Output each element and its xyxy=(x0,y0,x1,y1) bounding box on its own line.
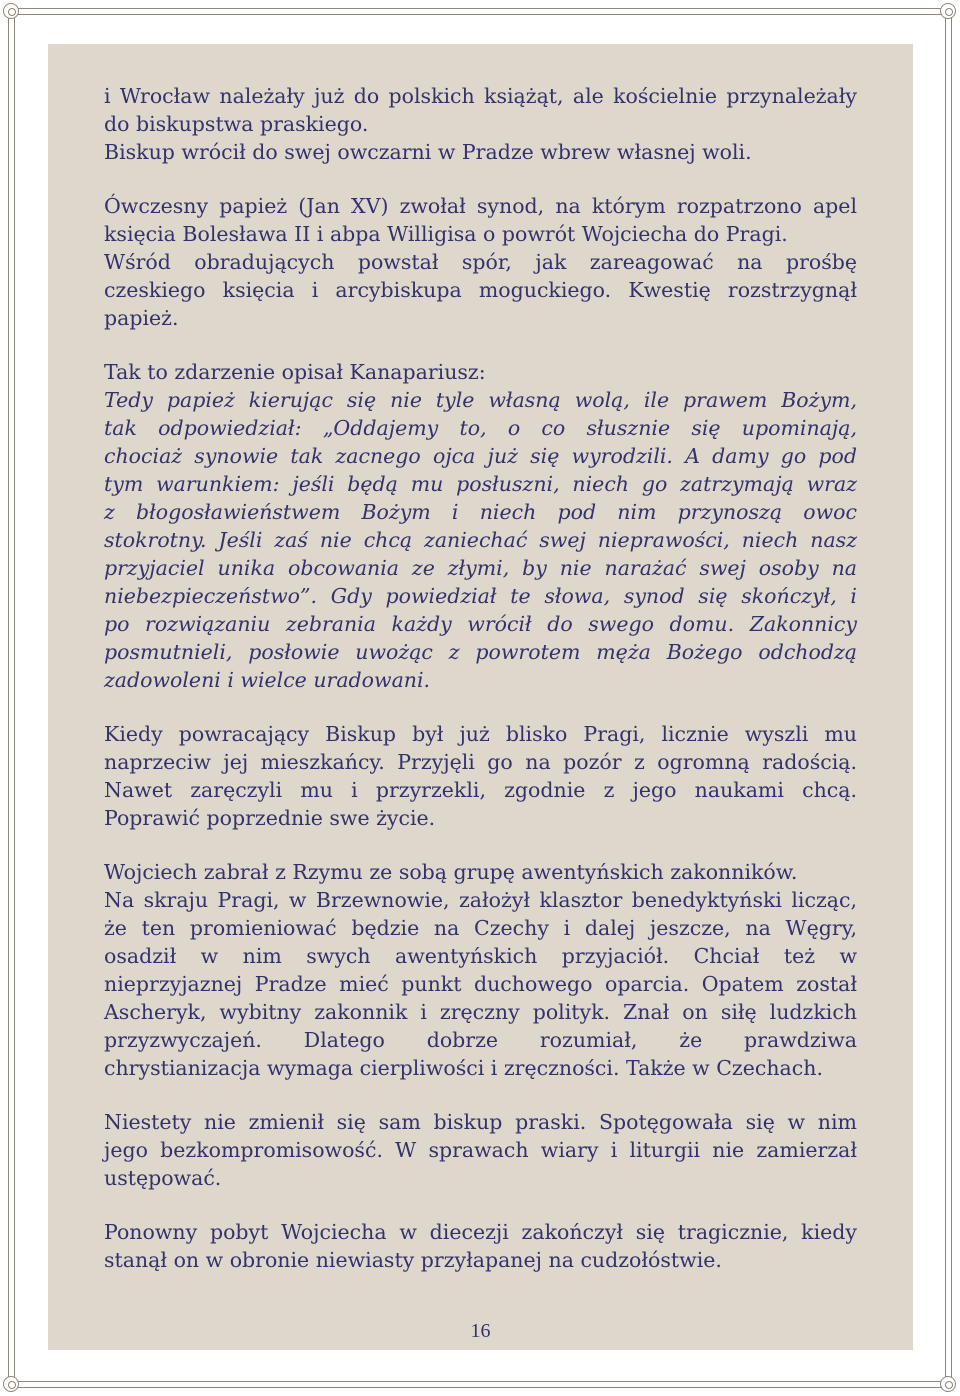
text-line: że ten promieniować będzie na Czechy i dalej jeszcze, na Węgry, xyxy=(104,916,857,940)
quote-line: przyjaciel unika obcowania ze złymi, by nie narażać swej osoby na xyxy=(104,556,857,580)
text-line: przyzwyczajeń. Dlatego dobrze rozumiał, że prawdziwa xyxy=(104,1028,857,1052)
text-line: Ascheryk, wybitny zakonnik i zręczny polityk. Znał on siłę ludzkich xyxy=(104,1000,857,1024)
corner-ornament-top-left xyxy=(3,3,19,19)
quote-line: Tedy papież kierując się nie tyle własną wolą, ile prawem Bożym, xyxy=(104,388,857,412)
frame-left-line-inner xyxy=(14,14,15,1382)
frame-left-line xyxy=(8,14,9,1382)
text-content xyxy=(104,82,857,1300)
text-line: i Wrocław należały już do polskich książąt, ale kościelnie przynależały xyxy=(104,84,857,108)
text-line: ustępować. xyxy=(104,1166,222,1190)
text-line: księcia Bolesława II i abpa Willigisa o powrót Wojciecha do Pragi. xyxy=(104,222,788,246)
frame-bottom-line xyxy=(14,1381,946,1382)
text-line: chrystianizacja wymaga cierpliwości i zręczności. Także w Czechach. xyxy=(104,1056,823,1080)
frame-top-line xyxy=(14,8,946,9)
text-line: papież. xyxy=(104,306,179,330)
paragraph-3 xyxy=(104,358,857,694)
text-line: czeskiego księcia i arcybiskupa moguckiego. Kwestię rozstrzygnął xyxy=(104,278,857,302)
text-line: Biskup wrócił do swej owczarni w Pradze wbrew własnej woli. xyxy=(104,140,752,164)
quote-line: tak odpowiedział: „Oddajemy to, o co słusznie się upominają, xyxy=(104,416,857,440)
quote-line: z błogosławieństwem Bożym i niech pod nim przynoszą owoc xyxy=(104,500,857,524)
quote-line: po rozwiązaniu zebrania każdy wrócił do swego domu. Zakonnicy xyxy=(104,612,857,636)
quote-line: posmutnieli, posłowie uwożąc z powrotem męża Bożego odchodzą xyxy=(104,640,857,664)
text-line: osadził w nim swych awentyńskich przyjaciół. Chciał też w xyxy=(104,944,857,968)
text-line: stanął on w obronie niewiasty przyłapanej na cudzołóstwie. xyxy=(104,1248,722,1272)
text-line: do biskupstwa praskiego. xyxy=(104,112,369,136)
text-line: jego bezkompromisowość. W sprawach wiary i liturgii nie zamierzał xyxy=(104,1138,857,1162)
frame-bottom-line-inner xyxy=(14,1387,946,1388)
frame-right-line xyxy=(951,14,952,1382)
quote-line: zadowoleni i wielce uradowani. xyxy=(104,668,431,692)
text-line: Kiedy powracający Biskup był już blisko Pragi, licznie wyszli mu xyxy=(104,722,857,746)
frame-right-line-inner xyxy=(945,14,946,1382)
paragraph-2 xyxy=(104,192,857,332)
text-line: naprzeciw jej mieszkańcy. Przyjęli go na pozór z ogromną radością. xyxy=(104,750,857,774)
text-line: Ówczesny papież (Jan XV) zwołał synod, na którym rozpatrzono apel xyxy=(104,194,857,218)
page-number: 16 xyxy=(470,1320,491,1342)
quote-intro: Tak to zdarzenie opisał Kanapariusz: xyxy=(104,360,486,384)
corner-ornament-bottom-left xyxy=(3,1376,19,1392)
text-line: nieprzyjaznej Pradze mieć punkt duchowego oparcia. Opatem został xyxy=(104,972,857,996)
paragraph-6 xyxy=(104,1108,857,1192)
quote-line: tym warunkiem: jeśli będą mu posłuszni, niech go zatrzymają wraz xyxy=(104,472,857,496)
quote-line: chociaż synowie tak zacnego ojca już się wyrodzili. A damy go pod xyxy=(104,444,857,468)
text-line: Ponowny pobyt Wojciecha w diecezji zakończył się tragicznie, kiedy xyxy=(104,1220,857,1244)
paragraph-7 xyxy=(104,1218,857,1274)
corner-ornament-bottom-right xyxy=(940,1376,956,1392)
quote-line: niebezpieczeństwo”. Gdy powiedział te słowa, synod się skończył, i xyxy=(104,584,857,608)
page-body xyxy=(48,44,913,1350)
corner-ornament-top-right xyxy=(940,3,956,19)
paragraph-1 xyxy=(104,82,857,166)
text-line: Niestety nie zmienił się sam biskup praski. Spotęgowała się w nim xyxy=(104,1110,857,1134)
text-line: Wojciech zabrał z Rzymu ze sobą grupę awentyńskich zakonników. xyxy=(104,860,798,884)
text-line: Na skraju Pragi, w Brzewnowie, założył klasztor benedyktyński licząc, xyxy=(104,888,857,912)
text-line: Poprawić poprzednie swe życie. xyxy=(104,806,436,830)
text-line: Nawet zaręczyli mu i przyrzekli, zgodnie z jego naukami chcą. xyxy=(104,778,857,802)
frame-top-line-inner xyxy=(14,14,946,15)
paragraph-5 xyxy=(104,858,857,1082)
text-line: Wśród obradujących powstał spór, jak zareagować na prośbę xyxy=(104,250,857,274)
paragraph-4 xyxy=(104,720,857,832)
quote-line: stokrotny. Jeśli zaś nie chcą zaniechać swej nieprawości, niech nasz xyxy=(104,528,857,552)
